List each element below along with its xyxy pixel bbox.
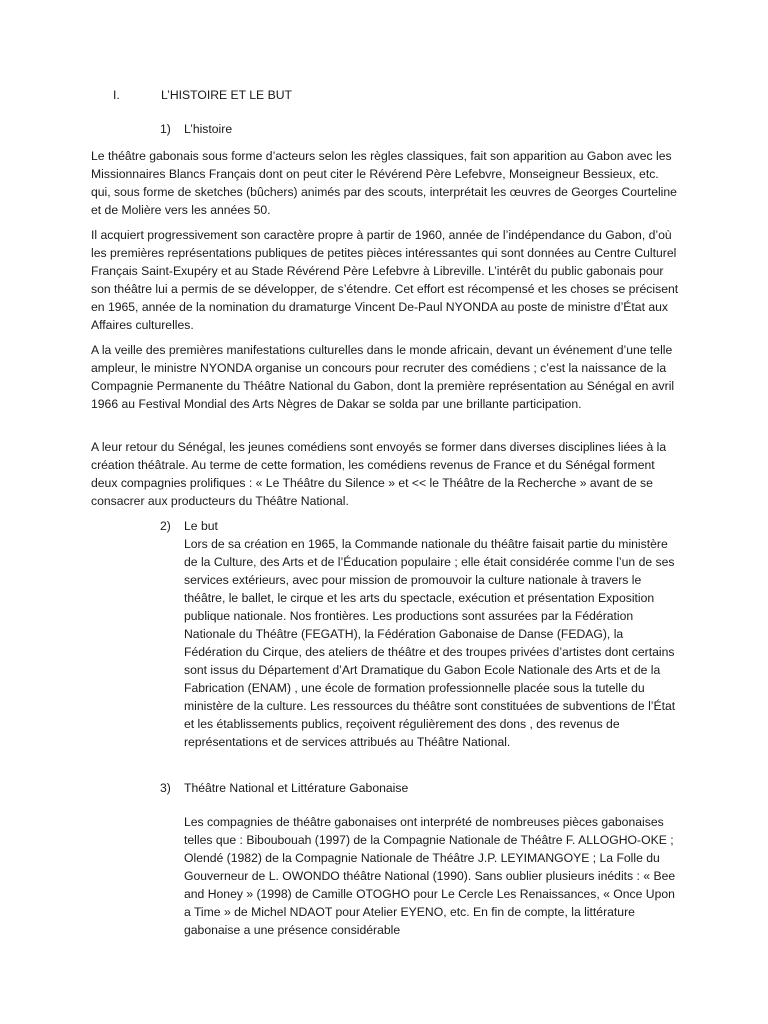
subsection-title: Théâtre National et Littérature Gabonaise	[184, 781, 409, 795]
subsection-title: L’histoire	[184, 122, 233, 136]
subsection-title: Le but	[184, 519, 218, 533]
paragraph-training: A leur retour du Sénégal, les jeunes comédiens sont envoyés se former dans diverses disciplines liées à la création théâtrale. Au terme de cette formation, les comédiens revenus de France et du Sénégal forment deux compagnies prolifiques : « Le Théâtre du Silence » et << le Théâtre de la Recherche » avant de se consacrer aux producteurs du Théâtre National.	[91, 440, 667, 508]
subsection-body: Lors de sa création en 1965, la Commande nationale du théâtre faisait partie du ministère de la Culture, des Arts et de l’Éducation populaire ; elle était considérée comme l’un de ses services extérieurs, avec pour mission de promouvoir la culture nationale à travers le théâtre, le ballet, le cirque et les arts du spectacle, exécution et présentation Exposition publique nationale. Nos frontières. Les productions sont assurées par la Fédération Nationale du Théâtre (FEGATH), la Fédération Gabonaise de Danse (FEDAG), la Fédération du Cirque, des ateliers de théâtre et des troupes privées d’artistes dont certains sont issus du Département d’Art Dramatique du Gabon Ecole Nationale des Arts et de la Fabrication (ENAM) , une école de formation professionnelle placée sous la tutelle du ministère de la culture. Les ressources du théâtre sont constituées de subventions de l’État et les établissements publics, reçoivent régulièrement des dons , des revenus de représentations et de services attribués au Théâtre National.	[184, 537, 676, 749]
subsection-number: 1)	[160, 122, 171, 136]
paragraph-national-company: A la veille des premières manifestations culturelles dans le monde africain, devant un événement d’une telle ampleur, le ministre NYONDA organise un concours pour recruter des comédiens ; c’est la naissance de la Compagnie Permanente du Théâtre National du Gabon, dont la première représentation au Sénégal en avril 1966 au Festival Mondial des Arts Nègres de Dakar se solda par une brillante participation.	[91, 343, 675, 411]
subsection-heading-history	[160, 120, 232, 138]
section-number: I.	[113, 88, 120, 102]
section-title: L’HISTOIRE ET LE BUT	[161, 88, 292, 102]
subsection-body: Les compagnies de théâtre gabonaises ont interprété de nombreuses pièces gabonaises telles que : Biboubouah (1997) de la Compagnie Nationale de Théâtre F. ALLOGHO-OKE ; Olendé (1982) de la Compagnie Nationale de Théâtre J.P. LEYIMANGOYE ; La Folle du Gouverneur de L. OWONDO théâtre National (1990). Sans oublier plusieurs inédits : « Bee and Honey » (1998) de Camille OTOGHO pour Le Cercle Les Renaissances, « Once Upon a Time » de Michel NDAOT pour Atelier EYENO, etc. En fin de compte, la littérature gabonaise a une présence considérable	[184, 815, 676, 937]
subsection-number: 2)	[160, 519, 171, 533]
section-heading	[113, 86, 292, 104]
paragraph-development: Il acquiert progressivement son caractère propre à partir de 1960, année de l’indépendance du Gabon, d’où les premières représentations publiques de petites pièces intéressantes qui sont données au Centre Culturel Français Saint-Exupéry et au Stade Révérend Père Lefebvre à Libreville. L’intérêt du public gabonais pour son théâtre lui a permis de se développer, de s’étendre. Cet effort est récompensé et les choses se précisent en 1965, année de la nomination du dramaturge Vincent De-Paul NYONDA au poste de ministre d’État aux Affaires culturelles.	[91, 228, 679, 332]
subsection-number: 3)	[160, 781, 171, 795]
paragraph-origins: Le théâtre gabonais sous forme d’acteurs selon les règles classiques, fait son apparition au Gabon avec les Missionnaires Blancs Français dont on peut citer le Révérend Père Lefebvre, Monseigneur Bessieux, etc. qui, sous forme de sketches (bûchers) animés par des scouts, interprétait les œuvres de Georges Courteline et de Molière vers les années 50.	[91, 149, 677, 217]
